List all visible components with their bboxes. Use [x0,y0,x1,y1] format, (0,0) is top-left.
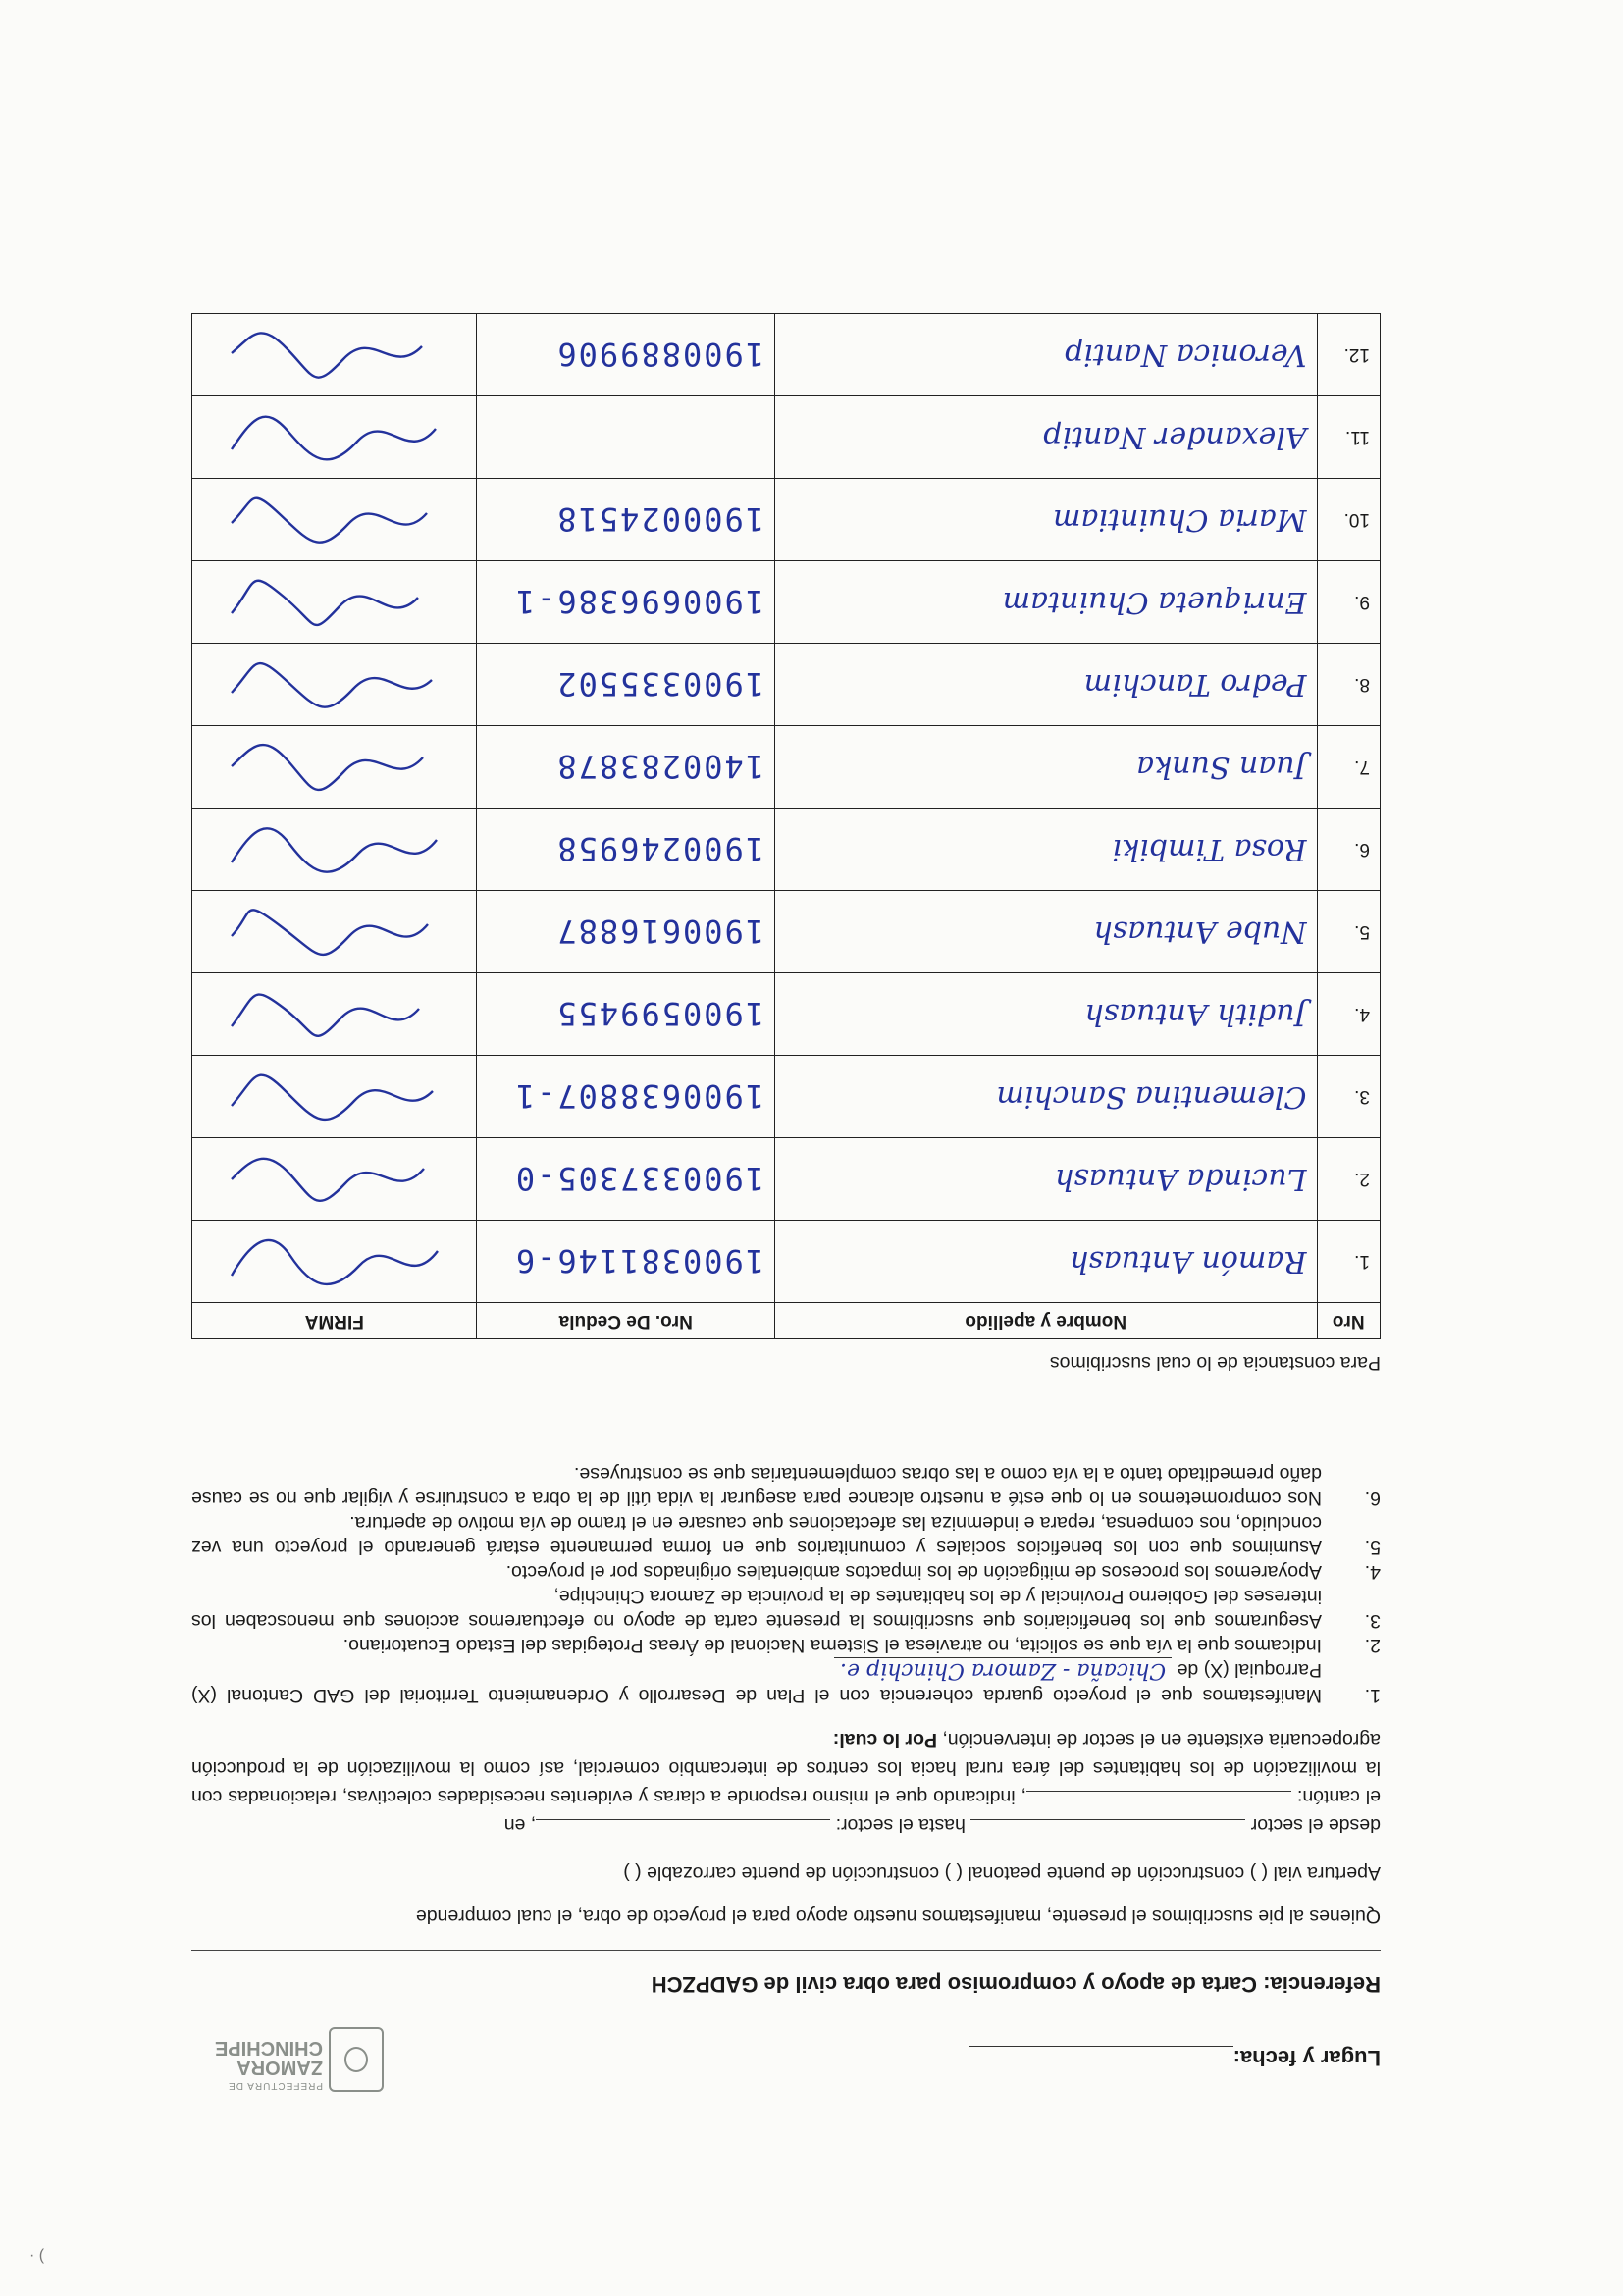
row-signature [192,479,477,561]
signature-stroke [232,746,423,791]
por-lo-cual-label: Por lo cual: [832,1729,937,1750]
row-signature [192,726,477,809]
sector-rest-text: colectivas, relacionadas con la movilización de los habitantes del área rural hacia los centros de intercambio comercial, así como la movilización de la producción agropecuaria existente en el sector de intervención, [190,1729,1381,1807]
signature-stroke [232,498,427,543]
header-firma: FIRMA [192,1303,477,1339]
row-name: Juan Sunka [775,726,1318,809]
row-cedula: 1900246958 [477,809,775,891]
row-number: 1. [1317,1221,1380,1303]
signature-scribble [212,815,457,884]
logo-line-3: CHINCHIPE [214,2037,323,2059]
commitment-item [191,1633,1381,1657]
item-number: 5. [1364,1537,1381,1558]
table-row [192,891,1381,973]
row-name: Pedro Tanchim [775,644,1318,726]
item-text: Manifestamos que el proyecto guarda coherencia con el Plan de Desarrollo y Ordenamiento Territorial del GAD Cantonal (X) Parroquial (X) de [191,1659,1322,1706]
item-number: 4. [1364,1561,1381,1583]
row-number: 7. [1317,726,1380,809]
row-signature [192,973,477,1056]
logo-text [191,2038,323,2090]
desde-label: desde el sector [1250,1814,1381,1836]
row-number: 4. [1317,973,1380,1056]
item-text: Indicamos que la vía que se solicita, no atraviesa el Sistema Nacional de Áreas Protegidas del Estado Ecuatoriano. [342,1635,1322,1656]
lugar-fecha-blank [969,2046,1233,2047]
row-signature [192,809,477,891]
row-cedula: 1900381146-6 [477,1221,775,1303]
table-row [192,314,1381,396]
signature-stroke [232,1159,424,1201]
signature-stroke [232,829,437,872]
row-number: 6. [1317,809,1380,891]
commitment-item [191,1657,1381,1707]
signature-table [191,313,1381,1339]
commitment-item [191,1559,1381,1584]
signature-scribble [212,568,457,637]
item-text: Nos comprometemos en lo que esté a nuestro alcance para asegurar la vida útil de la obra a construirse y vigilar que no se cause daño premeditado tanto a la vía como a las obras complementarias que se construyese. [191,1463,1322,1509]
hasta-blank [536,1819,830,1838]
logo-line-1: PREFECTURA DE [228,2080,323,2091]
lugar-fecha-label: Lugar y fecha: [1232,2046,1381,2070]
table-row [192,726,1381,809]
commitment-item [191,1461,1381,1510]
prefectura-logo [191,2021,388,2100]
table-row [192,396,1381,479]
row-cedula: 1900696386-1 [477,561,775,644]
item-text: Aseguramos que los beneficiarios que suscribimos la presente carta de apoyo no efectuaremos acciones que menoscaben los intereses del Gobierno Provincial y de los habitantes de la provincia de Zamora Chinchipe, [191,1586,1322,1632]
hasta-label: hasta el sector: [835,1814,966,1836]
signature-scribble [212,733,457,802]
row-signature [192,1056,477,1138]
scan-edge-mark: · ( [29,2247,45,2264]
signature-stroke [232,581,418,625]
option-apertura-vial: Apertura vial ( ) [1249,1862,1381,1884]
row-signature [192,891,477,973]
table-row [192,809,1381,891]
header-nombre: Nombre y apellido [775,1303,1318,1339]
row-number: 5. [1317,891,1380,973]
divider-line [191,1950,1381,1951]
row-name: Clementina Sanchim [775,1056,1318,1138]
commitments-list [191,1461,1381,1707]
sector-paragraph [191,1725,1381,1839]
row-cedula: 1900024518 [477,479,775,561]
table-row [192,1056,1381,1138]
row-cedula [477,396,775,479]
table-row [192,973,1381,1056]
letter-header [191,2021,1381,2100]
signature-scribble [212,403,457,472]
row-number: 11. [1317,396,1380,479]
commitment-item [191,1510,1381,1559]
item-number: 3. [1364,1610,1381,1632]
row-name: Rosa Timbiki [775,809,1318,891]
row-name: Lucinda Antuash [775,1138,1318,1221]
signature-scribble [212,321,457,390]
item-text: Asumimos que con los beneficios sociales y comunitarios que en forma permanente estará generando el proyecto una vez concluido, nos compensa, repara e indemniza las afectaciones que causare en el tramo de vía motivo de apertura. [191,1512,1322,1558]
constancia-text: Para constancia de lo cual suscribimos [1049,1352,1381,1374]
signature-scribble [212,980,457,1049]
option-puente-peatonal: construcción de puente peatonal ( ) [944,1862,1245,1884]
table-header-row [192,1303,1381,1339]
signature-scribble [212,1227,457,1296]
item-text: Apoyaremos los procesos de mitigación de los impactos ambientales originados por el proyecto. [505,1561,1322,1583]
row-signature [192,1221,477,1303]
item-number: 1. [1364,1685,1381,1706]
row-signature [192,561,477,644]
row-number: 10. [1317,479,1380,561]
signature-scribble [212,651,457,719]
signature-scribble [212,486,457,554]
row-number: 8. [1317,644,1380,726]
handwritten-place: Chicaña - Zamora Chinchip e. [834,1657,1172,1683]
signature-stroke [232,995,419,1036]
row-cedula: 1900638807-1 [477,1056,775,1138]
table-row [192,644,1381,726]
signature-stroke [232,911,428,956]
row-number: 2. [1317,1138,1380,1221]
row-signature [192,396,477,479]
signature-stroke [232,417,436,460]
prefectura-emblem-icon [329,2027,384,2092]
option-puente-carrozable: construcción de puente carrozable ( ) [623,1862,940,1884]
table-row [192,561,1381,644]
row-cedula: 1900616887 [477,891,775,973]
commitment-item [191,1584,1381,1633]
row-cedula: 1900337305-0 [477,1138,775,1221]
row-name: Alexander Nantip [775,396,1318,479]
signature-stroke [232,1240,438,1284]
canton-label: el cantón: [1296,1786,1381,1807]
signature-scribble [212,1063,457,1131]
header-cedula: Nro. De Cedula [477,1303,775,1339]
row-name: Ramón Antuash [775,1221,1318,1303]
row-number: 9. [1317,561,1380,644]
canton-blank [1026,1791,1291,1809]
row-cedula: 1900335502 [477,644,775,726]
row-name: Veronica Nantip [775,314,1318,396]
row-cedula: 1900889906 [477,314,775,396]
item-number: 2. [1364,1635,1381,1656]
signature-stroke [232,334,422,378]
row-cedula: 1900599455 [477,973,775,1056]
table-row [192,1221,1381,1303]
en-label: , en [503,1814,537,1836]
row-name: Maria Chuintiam [775,479,1318,561]
row-name: Enriqueta Chuintam [775,561,1318,644]
desde-blank [970,1819,1245,1838]
obra-type-options [191,1861,1381,1884]
row-name: Judith Antuash [775,973,1318,1056]
signature-scribble [212,898,457,966]
row-signature [192,314,477,396]
row-number: 12. [1317,314,1380,396]
row-name: Nube Antuash [775,891,1318,973]
item-number: 6. [1364,1487,1381,1509]
header-nro: Nro [1317,1303,1380,1339]
row-signature [192,644,477,726]
signature-stroke [232,664,432,708]
table-row [192,1138,1381,1221]
table-row [192,479,1381,561]
intro-paragraph: Quienes al pie suscribimos el presente, manifestamos nuestro apoyo para el proyecto de obra, el cual comprende [415,1905,1381,1927]
row-number: 3. [1317,1056,1380,1138]
logo-line-2: ZAMORA [236,2057,323,2078]
indicando-text: , indicando que el mismo responde a claras y evidentes necesidades [437,1786,1026,1807]
signature-rows [192,314,1381,1303]
referencia-heading: Referencia: Carta de apoyo y compromiso para obra civil de GADPZCH [651,1972,1381,1997]
signature-scribble [212,1145,457,1214]
signature-stroke [232,1075,433,1120]
row-signature [192,1138,477,1221]
row-cedula: 1400283878 [477,726,775,809]
